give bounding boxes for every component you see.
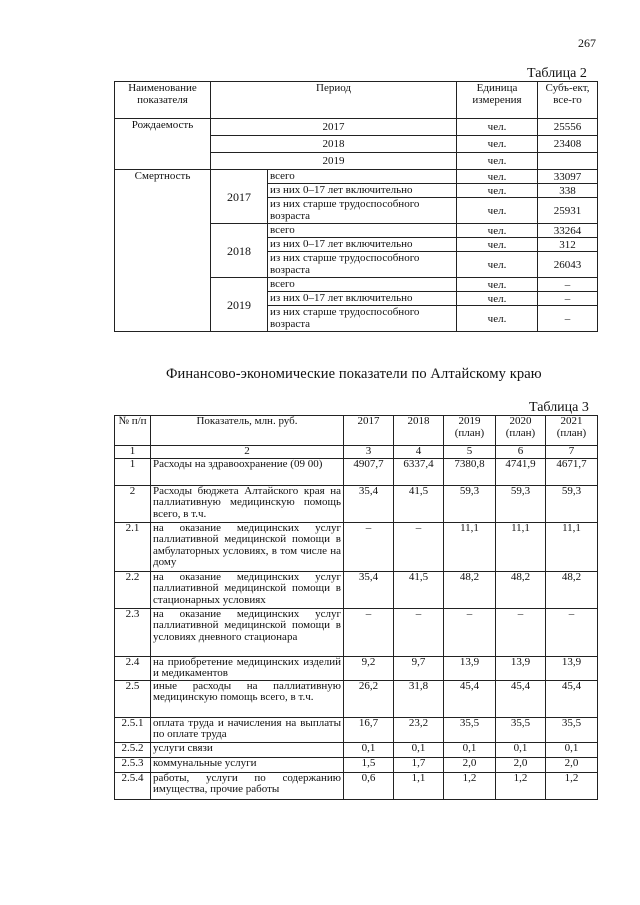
header-subject: Субъ-ект, все-го xyxy=(538,82,598,119)
death-unit: чел. xyxy=(457,278,538,292)
death-row xyxy=(115,170,598,184)
row-value: 2,0 xyxy=(444,757,496,772)
row-value: 45,4 xyxy=(546,680,598,717)
row-number: 2.2 xyxy=(115,571,151,608)
row-number: 2.1 xyxy=(115,522,151,571)
table3-row xyxy=(115,571,598,608)
table3-index-cell: 5 xyxy=(444,446,496,459)
death-sublabel: из них 0–17 лет включительно xyxy=(268,292,457,306)
death-year: 2017 xyxy=(211,170,268,224)
row-value: 48,2 xyxy=(496,571,546,608)
section-title: Финансово-экономические показатели по Алтайскому краю xyxy=(166,366,542,382)
row-label: Расходы на здравоохранение (09 00) xyxy=(151,458,344,485)
row-value: 13,9 xyxy=(444,656,496,680)
row-value: 4671,7 xyxy=(546,458,598,485)
death-value: – xyxy=(538,278,598,292)
row-value: 2,0 xyxy=(546,757,598,772)
death-unit: чел. xyxy=(457,198,538,224)
row-value: 35,4 xyxy=(344,485,394,522)
table3-financial xyxy=(114,415,598,800)
birth-row xyxy=(115,119,598,136)
birth-year: 2017 xyxy=(211,119,457,136)
birth-unit: чел. xyxy=(457,153,538,170)
death-sublabel: из них 0–17 лет включительно xyxy=(268,184,457,198)
row-label: на оказание медицинских услуг паллиативной медицинской помощи в условиях дневного стационара xyxy=(151,608,344,656)
death-sublabel: из них 0–17 лет включительно xyxy=(268,238,457,252)
birth-unit: чел. xyxy=(457,119,538,136)
table3-header-cell: 2018 xyxy=(394,416,444,446)
death-year: 2018 xyxy=(211,224,268,278)
table3-index-cell: 6 xyxy=(496,446,546,459)
row-label: на оказание медицинских услуг паллиативной медицинской помощи в стационарных условиях xyxy=(151,571,344,608)
row-value: 23,2 xyxy=(394,717,444,742)
row-label: коммунальные услуги xyxy=(151,757,344,772)
row-value: 1,7 xyxy=(394,757,444,772)
row-value: 35,4 xyxy=(344,571,394,608)
row-value: – xyxy=(546,608,598,656)
row-value: 6337,4 xyxy=(394,458,444,485)
table3-row xyxy=(115,608,598,656)
death-value: 338 xyxy=(538,184,598,198)
death-unit: чел. xyxy=(457,184,538,198)
table3-header-cell: 2017 xyxy=(344,416,394,446)
row-value: 48,2 xyxy=(546,571,598,608)
table3-header-cell: № п/п xyxy=(115,416,151,446)
death-unit: чел. xyxy=(457,238,538,252)
death-year: 2019 xyxy=(211,278,268,332)
death-unit: чел. xyxy=(457,306,538,332)
death-unit: чел. xyxy=(457,170,538,184)
row-number: 2.4 xyxy=(115,656,151,680)
row-number: 2.3 xyxy=(115,608,151,656)
death-value: 33097 xyxy=(538,170,598,184)
row-value: 1,2 xyxy=(444,772,496,799)
row-value: 9,7 xyxy=(394,656,444,680)
row-value: 0,1 xyxy=(394,742,444,757)
table2-caption: Таблица 2 xyxy=(527,66,587,81)
row-value: 11,1 xyxy=(444,522,496,571)
row-value: 45,4 xyxy=(496,680,546,717)
row-value: 1,2 xyxy=(496,772,546,799)
row-value: 59,3 xyxy=(444,485,496,522)
row-value: 0,6 xyxy=(344,772,394,799)
row-value: 4907,7 xyxy=(344,458,394,485)
row-value: 35,5 xyxy=(546,717,598,742)
death-value: 312 xyxy=(538,238,598,252)
row-number: 2.5.3 xyxy=(115,757,151,772)
birth-label: Рождаемость xyxy=(115,119,211,170)
table3-index-cell: 2 xyxy=(151,446,344,459)
row-value: 2,0 xyxy=(496,757,546,772)
row-number: 1 xyxy=(115,458,151,485)
row-label: работы, услуги по содержанию имущества, прочие работы xyxy=(151,772,344,799)
table3-row xyxy=(115,522,598,571)
birth-value: 25556 xyxy=(538,119,598,136)
table3-index-cell: 7 xyxy=(546,446,598,459)
row-number: 2.5 xyxy=(115,680,151,717)
row-value: 0,1 xyxy=(546,742,598,757)
row-value: 13,9 xyxy=(496,656,546,680)
table3-index-cell: 3 xyxy=(344,446,394,459)
row-value: 1,5 xyxy=(344,757,394,772)
row-label: услуги связи xyxy=(151,742,344,757)
row-value: 0,1 xyxy=(344,742,394,757)
table3-row xyxy=(115,717,598,742)
row-value: 45,4 xyxy=(444,680,496,717)
table3-row xyxy=(115,742,598,757)
row-value: 48,2 xyxy=(444,571,496,608)
table3-header-cell: 2021 (план) xyxy=(546,416,598,446)
row-number: 2.5.1 xyxy=(115,717,151,742)
table3-row xyxy=(115,485,598,522)
table3-index-cell: 4 xyxy=(394,446,444,459)
birth-unit: чел. xyxy=(457,136,538,153)
row-label: Расходы бюджета Алтайского края на паллиативную медицинскую помощь всего, в т.ч. xyxy=(151,485,344,522)
row-value: 9,2 xyxy=(344,656,394,680)
row-number: 2.5.4 xyxy=(115,772,151,799)
row-value: – xyxy=(394,608,444,656)
page-number: 267 xyxy=(578,36,596,50)
row-value: 26,2 xyxy=(344,680,394,717)
row-value: 59,3 xyxy=(546,485,598,522)
death-sublabel: из них старше трудоспособного возраста xyxy=(268,198,457,224)
row-value: 31,8 xyxy=(394,680,444,717)
birth-value: 23408 xyxy=(538,136,598,153)
row-value: 7380,8 xyxy=(444,458,496,485)
death-sublabel: из них старше трудоспособного возраста xyxy=(268,306,457,332)
header-indicator: Наименование показателя xyxy=(115,82,211,119)
row-value: 0,1 xyxy=(496,742,546,757)
row-label: на приобретение медицинских изделий и медикаментов xyxy=(151,656,344,680)
row-value: 11,1 xyxy=(546,522,598,571)
death-value: 33264 xyxy=(538,224,598,238)
table3-row xyxy=(115,458,598,485)
row-label: оплата труда и начисления на выплаты по оплате труда xyxy=(151,717,344,742)
row-value: 41,5 xyxy=(394,571,444,608)
death-value: 26043 xyxy=(538,252,598,278)
row-number: 2 xyxy=(115,485,151,522)
table3-row xyxy=(115,772,598,799)
row-value: 35,5 xyxy=(496,717,546,742)
row-value: – xyxy=(394,522,444,571)
row-value: – xyxy=(344,608,394,656)
table3-header-cell: 2020 (план) xyxy=(496,416,546,446)
row-value: 4741,9 xyxy=(496,458,546,485)
table2-demographics xyxy=(114,81,598,332)
row-value: – xyxy=(344,522,394,571)
row-value: 13,9 xyxy=(546,656,598,680)
death-sublabel: всего xyxy=(268,278,457,292)
row-value: 11,1 xyxy=(496,522,546,571)
table3-header-cell: Показатель, млн. руб. xyxy=(151,416,344,446)
row-number: 2.5.2 xyxy=(115,742,151,757)
header-period: Период xyxy=(211,82,457,119)
row-value: 16,7 xyxy=(344,717,394,742)
table3-row xyxy=(115,680,598,717)
table3-caption: Таблица 3 xyxy=(529,400,589,415)
death-unit: чел. xyxy=(457,292,538,306)
row-value: – xyxy=(444,608,496,656)
death-label: Смертность xyxy=(115,170,211,332)
row-value: 1,2 xyxy=(546,772,598,799)
row-value: 0,1 xyxy=(444,742,496,757)
birth-value xyxy=(538,153,598,170)
death-value: – xyxy=(538,306,598,332)
table3-header-cell: 2019 (план) xyxy=(444,416,496,446)
row-label: на оказание медицинских услуг паллиативной медицинской помощи в амбулаторных условиях, в том числе на дому xyxy=(151,522,344,571)
death-unit: чел. xyxy=(457,252,538,278)
row-value: 59,3 xyxy=(496,485,546,522)
birth-year: 2018 xyxy=(211,136,457,153)
row-label: иные расходы на паллиативную медицинскую помощь всего, в т.ч. xyxy=(151,680,344,717)
death-value: 25931 xyxy=(538,198,598,224)
row-value: 41,5 xyxy=(394,485,444,522)
birth-year: 2019 xyxy=(211,153,457,170)
table3-row xyxy=(115,757,598,772)
header-unit: Единица измерения xyxy=(457,82,538,119)
death-unit: чел. xyxy=(457,224,538,238)
table3-index-cell: 1 xyxy=(115,446,151,459)
death-sublabel: всего xyxy=(268,224,457,238)
death-sublabel: из них старше трудоспособного возраста xyxy=(268,252,457,278)
row-value: 35,5 xyxy=(444,717,496,742)
death-value: – xyxy=(538,292,598,306)
row-value: 1,1 xyxy=(394,772,444,799)
row-value: – xyxy=(496,608,546,656)
table3-row xyxy=(115,656,598,680)
death-sublabel: всего xyxy=(268,170,457,184)
